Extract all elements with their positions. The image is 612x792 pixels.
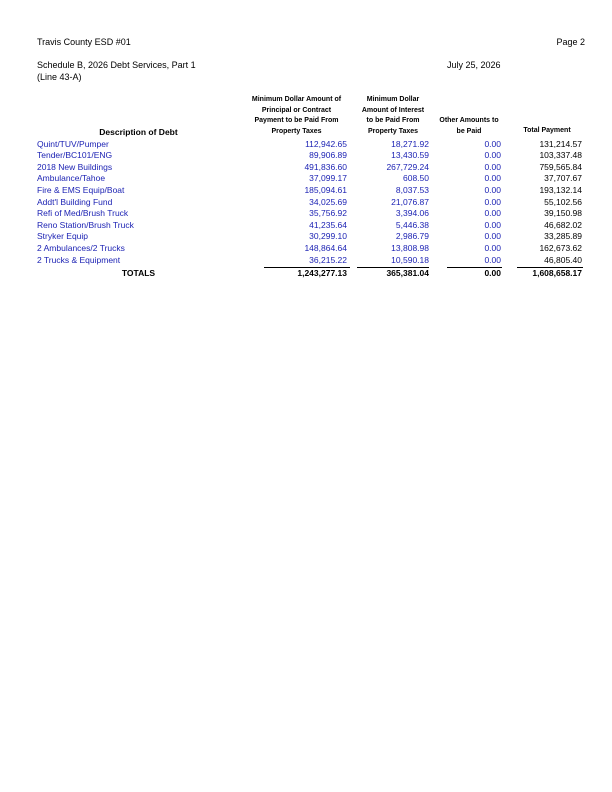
column-header-other-line: be Paid xyxy=(456,127,482,135)
row-description: 2 Trucks & Equipment xyxy=(37,254,121,265)
column-header-principal-line: Property Taxes xyxy=(271,127,322,135)
totals-interest: 365,381.04 xyxy=(386,268,429,278)
table-row xyxy=(37,197,585,209)
row-interest: 18,271.92 xyxy=(391,138,429,149)
schedule-title: Schedule B, 2026 Debt Services, Part 1 xyxy=(37,60,196,70)
row-principal: 491,836.60 xyxy=(304,161,347,172)
row-interest: 2,986.79 xyxy=(395,231,429,242)
table-row xyxy=(37,243,585,255)
row-description: Quint/TUV/Pumper xyxy=(37,138,109,149)
column-header-principal-line: Payment to be Paid From xyxy=(254,117,339,124)
row-description: Refi of Med/Brush Truck xyxy=(37,208,129,219)
row-principal: 36,215.22 xyxy=(309,254,347,265)
column-header-total: Total Payment xyxy=(523,127,571,134)
row-other: 0.00 xyxy=(484,150,501,161)
row-principal: 41,235.64 xyxy=(309,219,347,230)
row-other: 0.00 xyxy=(484,254,501,265)
row-interest: 10,590.18 xyxy=(391,254,429,265)
table-row xyxy=(37,173,585,185)
table-row xyxy=(37,150,585,162)
column-header-principal-line: Minimum Dollar Amount of xyxy=(251,96,342,103)
row-total: 55,102.56 xyxy=(544,196,582,207)
row-other: 0.00 xyxy=(484,184,501,195)
row-other: 0.00 xyxy=(484,242,501,253)
row-interest: 3,394.06 xyxy=(395,208,429,219)
row-principal: 148,864.64 xyxy=(304,242,347,253)
row-description: Reno Station/Brush Truck xyxy=(37,219,134,230)
row-principal: 35,756.92 xyxy=(309,208,347,219)
row-other: 0.00 xyxy=(484,231,501,242)
column-header-interest-line: Amount of Interest xyxy=(361,106,425,114)
row-total: 39,150.98 xyxy=(544,208,582,219)
table-row xyxy=(37,139,585,151)
organization-name: Travis County ESD #01 xyxy=(37,37,131,47)
report-date: July 25, 2026 xyxy=(447,60,501,70)
row-total: 193,132.14 xyxy=(539,184,582,195)
row-principal: 30,299.10 xyxy=(309,231,347,242)
row-total: 759,565.84 xyxy=(539,161,582,172)
row-principal: 112,942.65 xyxy=(305,138,347,149)
row-interest: 13,808.98 xyxy=(391,242,429,253)
column-header-other xyxy=(433,116,505,137)
table-row xyxy=(37,208,585,220)
row-description: Tender/BC101/ENG xyxy=(37,150,113,161)
column-header-other-line: Other Amounts to xyxy=(439,117,499,124)
totals-principal: 1,243,277.13 xyxy=(297,268,347,278)
row-description: Addt'l Building Fund xyxy=(37,196,113,207)
totals-other: 0.00 xyxy=(484,268,501,278)
row-principal: 34,025.69 xyxy=(309,196,347,207)
column-header-interest-line: to be Paid From xyxy=(366,117,420,124)
table-row xyxy=(37,231,585,243)
row-description: Ambulance/Tahoe xyxy=(37,173,106,184)
page-number: Page 2 xyxy=(556,37,585,47)
table-row xyxy=(37,185,585,197)
table-row xyxy=(37,255,585,267)
row-interest: 608.50 xyxy=(403,173,429,184)
row-other: 0.00 xyxy=(484,173,501,184)
row-principal: 185,094.61 xyxy=(304,184,347,195)
row-total: 33,285.89 xyxy=(544,231,582,242)
row-other: 0.00 xyxy=(484,196,501,207)
row-interest: 8,037.53 xyxy=(395,184,429,195)
row-principal: 89,906.89 xyxy=(309,150,347,161)
totals-total: 1,608,658.17 xyxy=(532,268,582,278)
row-description: 2 Ambulances/2 Trucks xyxy=(37,242,125,253)
row-description: 2018 New Buildings xyxy=(37,161,113,172)
row-description: Fire & EMS Equip/Boat xyxy=(37,184,125,195)
row-other: 0.00 xyxy=(484,161,501,172)
row-interest: 21,076.87 xyxy=(391,196,429,207)
column-header-principal xyxy=(242,95,351,137)
table-row xyxy=(37,220,585,232)
row-other: 0.00 xyxy=(484,208,501,219)
column-header-interest-line: Minimum Dollar xyxy=(366,96,420,103)
row-principal: 37,099.17 xyxy=(309,173,347,184)
row-total: 46,682.02 xyxy=(544,219,582,230)
row-total: 131,214.57 xyxy=(539,138,582,149)
row-total: 37,707.67 xyxy=(544,173,582,184)
totals-label: TOTALS xyxy=(121,268,156,278)
row-other: 0.00 xyxy=(484,138,501,149)
row-other: 0.00 xyxy=(484,219,501,230)
row-interest: 13,430.59 xyxy=(391,150,429,161)
totals-row xyxy=(37,268,585,280)
row-total: 46,805.40 xyxy=(544,254,582,265)
column-header-interest-line: Property Taxes xyxy=(367,127,419,135)
row-description: Stryker Equip xyxy=(37,231,89,242)
table-row xyxy=(37,162,585,174)
line-reference: (Line 43-A) xyxy=(37,72,82,82)
column-header-principal-line: Principal or Contract xyxy=(261,106,332,114)
column-header-description: Description of Debt xyxy=(99,127,178,137)
column-header-interest xyxy=(353,95,433,137)
row-total: 162,673.62 xyxy=(539,242,582,253)
row-interest: 5,446.38 xyxy=(395,219,429,230)
row-total: 103,337.48 xyxy=(539,150,582,161)
row-interest: 267,729.24 xyxy=(386,161,429,172)
